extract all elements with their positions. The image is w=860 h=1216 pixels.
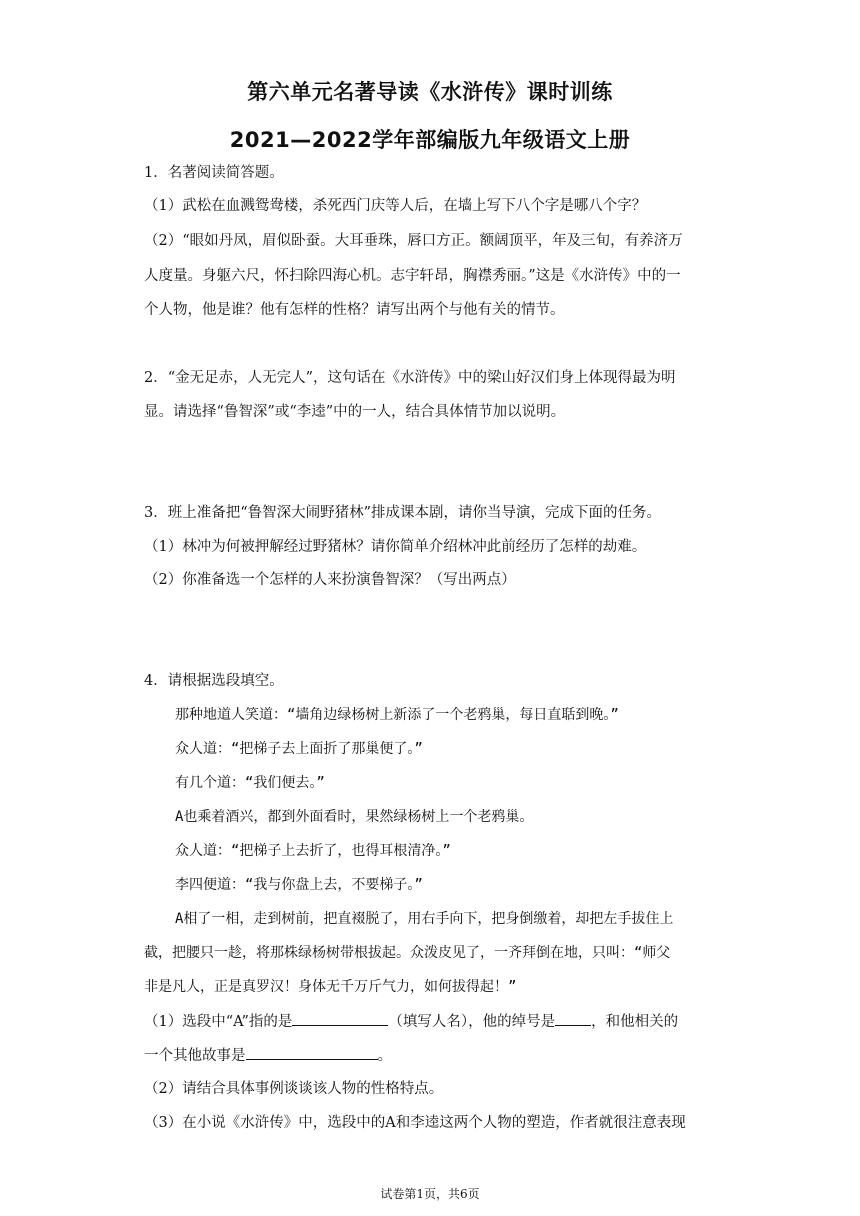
question-1-sub1: （1）武松在血溅鸳鸯楼，杀死西门庆等人后，在墙上写下八个字是哪八个字？ bbox=[144, 198, 647, 214]
page-title: 第六单元名著导读《水浒传》课时训练 bbox=[247, 80, 613, 104]
answer-blank-story[interactable] bbox=[246, 1045, 378, 1060]
question-2-line2: 显。请选择“鲁智深”或“李逵”中的一人，结合具体情节加以说明。 bbox=[144, 404, 566, 420]
passage-line: 那种地道人笑道：“墙角边绿杨树上新添了一个老鸦巢，每日直聒到晚。” bbox=[175, 707, 619, 723]
question-3-sub1: （1）林冲为何被押解经过野猪林？请你简单介绍林冲此前经历了怎样的劫难。 bbox=[144, 539, 647, 555]
sub1-text-d: 一个其他故事是 bbox=[144, 1048, 246, 1064]
sub1-text-b: （填写人名），他的绰号是 bbox=[388, 1014, 556, 1030]
passage-line: 众人道：“把梯子去上面折了那巢便了。” bbox=[175, 741, 423, 757]
question-2-line1: 2．“金无足赤，人无完人”，这句话在《水浒传》中的梁山好汉们身上体现得最为明 bbox=[144, 370, 676, 386]
passage-line: 众人道：“把梯子上去折了，也得耳根清净。” bbox=[175, 843, 451, 859]
passage-line: 李四便道：“我与你盘上去，不要梯子。” bbox=[175, 877, 423, 893]
passage-line: 非是凡人，正是真罗汉！身体无千万斤气力，如何拔得起！” bbox=[144, 979, 517, 995]
passage-line: A相了一相，走到树前，把直裰脱了，用右手向下，把身倒缴着，却把左手拔住上 bbox=[175, 911, 674, 927]
question-4-stem: 4．请根据选段填空。 bbox=[144, 673, 284, 689]
question-3-stem: 3．班上准备把“鲁智深大闹野猪林”排成课本剧，请你当导演，完成下面的任务。 bbox=[144, 505, 662, 521]
question-1-sub2-line2: 人度量。身躯六尺，怀扫除四海心机。志宇轩昂，胸襟秀丽。”这是《水浒传》中的一 bbox=[144, 268, 681, 284]
question-3-sub2: （2）你准备选一个怎样的人来扮演鲁智深？（写出两点） bbox=[144, 572, 516, 588]
answer-blank-name[interactable] bbox=[292, 1011, 388, 1026]
page-subtitle: 2021—2022学年部编版九年级语文上册 bbox=[229, 128, 631, 152]
question-4-sub3: （3）在小说《水浒传》中，选段中的A和李逵这两个人物的塑造，作者就很注意表现 bbox=[144, 1115, 686, 1131]
answer-blank-nickname[interactable] bbox=[555, 1011, 591, 1026]
question-4-sub1-line1 bbox=[144, 1011, 678, 1032]
question-1-sub2-line3: 个人物，他是谁？他有怎样的性格？请写出两个与他有关的情节。 bbox=[144, 302, 565, 318]
passage-line: A也乘着酒兴，都到外面看时，果然绿杨树上一个老鸦巢。 bbox=[175, 809, 534, 825]
passage-line: 有几个道：“我们便去。” bbox=[175, 775, 325, 791]
sub1-text-c: ，和他相关的 bbox=[591, 1014, 679, 1030]
question-4-sub2: （2）请结合具体事例谈谈该人物的性格特点。 bbox=[144, 1081, 444, 1097]
sub1-text-a: （1）选段中“A”指的是 bbox=[144, 1014, 293, 1030]
page-footer: 试卷第1页，共6页 bbox=[380, 1187, 480, 1201]
question-4-sub1-line2 bbox=[144, 1045, 392, 1066]
sub1-text-e: 。 bbox=[377, 1048, 392, 1064]
passage-line: 截，把腰只一趁，将那株绿杨树带根拔起。众泼皮见了，一齐拜倒在地，只叫：“师父 bbox=[144, 945, 671, 961]
question-1-sub2-line1: （2）“眼如丹凤，眉似卧蚕。大耳垂珠，唇口方正。额阔顶平，年及三旬，有养济万 bbox=[144, 233, 683, 249]
question-1-stem: 1．名著阅读简答题。 bbox=[144, 165, 284, 181]
